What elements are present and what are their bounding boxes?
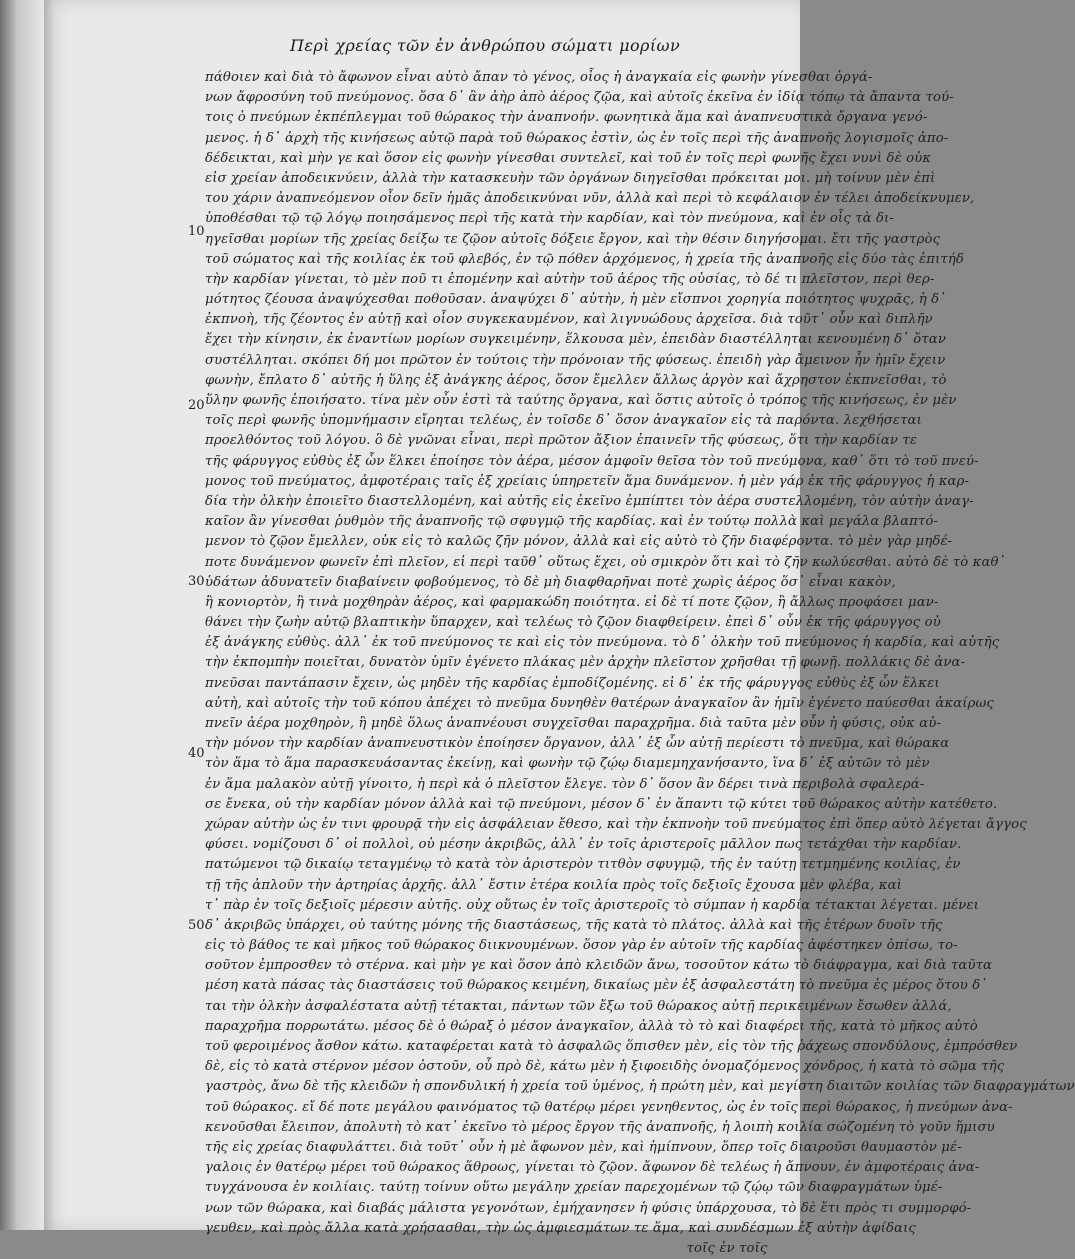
text-line: ται τὴν ὁλκὴν ἀσφαλέστατα αὐτῇ τέτακται, πάντων τῶν ἔξω τοῦ θώρακος αὐτῇ περικειμένων ἔσωθεν ἀλλά, bbox=[205, 998, 952, 1014]
text-line: αὐτὴ, καὶ αὐτοῖς τὴν τοῦ κόπου ἀπέχει τὸ πνεῦμα δυνηθὲν θατέρων ἀναγκαῖον ἂν ἡμῖν ἐγένετο παύεσθαι ἀκαίρως bbox=[205, 695, 994, 711]
text-line: παραχρῆμα πορρωτάτω. μέσος δὲ ὁ θώραξ ὁ μέσον ἀναγκαῖον, ἀλλὰ τὸ τὸ καὶ διαφέρει τῆς, κατὰ τὸ μῆκος αὐτὸ bbox=[205, 1018, 978, 1034]
text-line: δ᾽ ἀκριβῶς ὑπάρχει, οὐ ταύτης μόνης τῆς διαστάσεως, τῆς κατὰ τὸ πλάτος. ἀλλὰ καὶ τῆς ἑτέρων δυοῖν τῆς bbox=[205, 917, 943, 933]
page-shadow bbox=[44, 0, 54, 1230]
text-line: τοῦ σώματος καὶ τῆς κοιλίας ἐκ τοῦ φλεβός, ἐν τῷ πόθεν ἀρχόμενος, ἡ χρεία τῆς ἀναπνοῆς εἰς δύο τὰς ἐπιτήδ bbox=[205, 251, 965, 267]
text-line: πατώμενοι τῷ δικαίῳ τεταγμένῳ τὸ κατὰ τὸν ἀριστερὸν τιτθὸν σφυγμῷ, τῆς ἐν ταύτῃ τετμημένης κοιλίας, ἐν bbox=[205, 857, 961, 873]
text-line: φωνὴν, ἔπλατο δ᾽ αὐτῆς ἡ ὕλης ἐξ ἀνάγκης ἀέρος, ὅσον ἔμελλεν ἄλλως ἀργὸν καὶ ἄχρηστον ἐκπνεῖσθαι, τὸ bbox=[205, 372, 947, 388]
text-line: τυγχάνουσα ἐν κοιλίαις. ταύτῃ τοίνυν οὕτω μεγάλην χρείαν παρεχομένων τῷ ζῴῳ τῶν διαφραγμάτων ὑμέ- bbox=[205, 1180, 943, 1196]
text-line: δέδεικται, καὶ μὴν γε καὶ ὅσον εἰς φωνὴν γίνεσθαι συντελεῖ, καὶ τοῦ ἐν τοῖς περὶ φωνῆς ἔχει νυνὶ δὲ οὐκ bbox=[205, 150, 932, 166]
text-line: τὴν μόνον τὴν καρδίαν ἀναπνευστικὸν ἐποίησεν ὄργανον, ἀλλ᾽ ἐξ ὧν αὐτῇ περίεστι τὸ πνεῦμα, καὶ θώρακα bbox=[205, 736, 950, 752]
text-line: φύσει. νομίζουσι δ᾽ οἱ πολλοὶ, οὐ μέσην ἀκριβῶς, ἀλλ᾽ ἐν τοῖς ἀριστεροῖς μᾶλλον πως τετάχθαι τὴν καρδίαν. bbox=[205, 837, 962, 853]
text-line: νων ἄφροσύνη τοῦ πνεύμονος. ὅσα δ᾽ ἂν ἀὴρ ἀπὸ ἀέρος ζῷα, καὶ αὐτοῖς ἐκεῖνα ἐν ἰδίᾳ τόπῳ τὰ ἄπαντα τού- bbox=[205, 90, 954, 106]
text-line: μενος. ἡ δ᾽ ἀρχὴ τῆς κινήσεως αὐτῷ παρὰ τοῦ θώρακος ἐστὶν, ὡς ἐν τοῖς περὶ τῆς ἀναπνοῆς λογισμοῖς ἀπο- bbox=[205, 130, 949, 146]
text-line: μενον τὸ ζῷον ἔμελλεν, οὐκ εἰς τὸ καλῶς ζῆν μόνον, ἀλλὰ καὶ εἰς αὐτὸ τὸ ζῆν διαφέροντα. τὸ μὲν γὰρ μηδέ- bbox=[205, 534, 953, 550]
text-line: γαστρὸς, ἄνω δὲ τῆς κλειδῶν ἡ σπονδυλική ἡ χρεία τοῦ ὑμένος, ἡ πρώτη μὲν, καὶ μεγίστη διαιτῶν κοιλίας τῶν διαφραγμάτων bbox=[205, 1079, 1075, 1095]
text-line: ποτε δυνάμενον φωνεῖν ἐπὶ πλεῖον, εἰ περὶ ταῦθ᾽ οὕτως ἔχει, οὐ σμικρὸν ὅτι καὶ τὸ ζῆν κωλύεσθαι. αὐτὸ δὲ τὸ καθ᾽ bbox=[205, 554, 1006, 570]
text-line: μέση κατὰ πάσας τὰς διαστάσεις τοῦ θώρακος κειμένη, δικαίως μὲν ἐξ ἀσφαλεστάτη τὸ πνεῦμα ἐς μέρος ὅτου δ᾽ bbox=[205, 978, 988, 994]
text-line: τῇ τῆς ἀπλοῦν τὴν ἀρτηρίας ἀρχῆς. ἀλλ᾽ ἔστιν ἑτέρα κοιλία πρὸς τοῖς δεξιοῖς ἔχουσα μὲν φλέβα, καὶ bbox=[205, 877, 902, 893]
text-line: ὕλην φωνῆς ἐποιήσατο. τίνα μὲν οὖν ἐστὶ τὰ ταύτης ὄργανα, καὶ ὅστις αὐτοῖς ὁ τρόπος τῆς κινήσεως, ἐν μὲν bbox=[205, 393, 957, 408]
text-line: τῆς εἰς χρείας διαφυλάττει. διὰ τοῦτ᾽ οὖν ἡ μὲ ἄφωνον μὲν, καὶ ἡμίπνουν, ὅπερ τοῖς διαιροῦσι θαυμαστὸν μέ- bbox=[205, 1139, 962, 1155]
text-line: γαλοις ἐν θατέρῳ μέρει τοῦ θώρακος ἅθροως, γίνεται τὸ ζῷον. ἄφωνον δὲ τελέως ἡ ἄπνουν, ἐν ἀμφοτέραις ἀνα- bbox=[205, 1160, 980, 1176]
text-line: πάθοιεν καὶ διὰ τὸ ἄφωνον εἶναι αὐτὸ ἄπαν τὸ γένος, οἷος ἡ ἀναγκαία εἰς φωνὴν γίνεσθαι ὀργά- bbox=[205, 70, 873, 85]
line-number-20: 20 bbox=[188, 398, 205, 413]
text-line: κενοῦσθαι ἔλειπον, ἀπολυτὴ τὸ κατ᾽ ἐκεῖνο τὸ μέρος ἔργον τῆς ἀναπνοῆς, ἡ λοιπὴ κοιλία σώζομένη τὸ γοῦν ἥμισυ bbox=[205, 1119, 995, 1135]
text-line: τῆς φάρυγγος εὐθὺς ἐξ ὧν ἕλκει ἐποίησε τὸν ἀέρα, μέσον ἀμφοῖν θεῖσα τὸν τοῦ πνεύμονα, καθ᾽ ὅτι τὸ τοῦ πνεύ- bbox=[205, 453, 979, 469]
text-line: ἐκπνοὴ, τῆς ζέοντος ἐν αὐτῇ καὶ οἷον συγκεκαυμένον, καὶ λιγνυώδους ἀρχεῖσα. διὰ τοῦτ᾽ οὖν καὶ διπλῆν bbox=[205, 312, 933, 328]
text-line: πνεῦσαι παντάπασιν ἔχειν, ὡς μηδὲν τῆς καρδίας ἐμποδίζομένης. εἰ δ᾽ ἐκ τῆς φάρυγγος εὐθὺς ἐξ ὧν ἕλκει bbox=[205, 675, 940, 691]
text-line: μότητος ζέουσα ἀναψύχεσθαι ποθοῦσαν. ἀναψύχει δ᾽ αὐτὴν, ἡ μὲν εἴσπνοι χορηγία ποιότητος ψυχρᾶς, ἡ δ᾽ bbox=[205, 292, 946, 308]
running-title: Περὶ χρείας τῶν ἐν ἀνθρώπου σώματι μορίων bbox=[290, 36, 681, 55]
text-line: δὲ, εἰς τὸ κατὰ στέρνον μέσον ὀστοῦν, οὗ πρὸ δὲ, κάτω μὲν ἡ ξιφοειδὴς ὀνομαζόμενος χόνδρος, ἡ κατὰ τὸ σῶμα τῆς bbox=[205, 1059, 1005, 1075]
text-line: ἐν ἅμα μαλακὸν αὐτῇ γίνοιτο, ἡ περὶ κἀ ὁ πλεῖστον ἔλεγε. τὸν δ᾽ ὅσον ἂν δέρει τινὰ περιβολὰ σφαλερά- bbox=[205, 776, 925, 792]
text-line: τοις ὁ πνεύμων ἐκπέπλεγμαι τοῦ θώρακος τὴν ἀναπνοήν. φωνητικὰ ἅμα καὶ ἀναπνευστικὰ ὄργανα γενό- bbox=[205, 110, 928, 126]
book-gutter bbox=[0, 0, 45, 1230]
text-line: θάνει τὴν ζωὴν αὐτῷ βλαπτικὴν ὕπαρχεν, καὶ τελέως τὸ ζῷον διαφθείρειν. ἐπεὶ δ᾽ οὖν ἐκ τῆς φάρυγγος οὐ bbox=[205, 615, 941, 631]
main-text-block bbox=[205, 68, 1075, 1256]
text-line: χώραν αὐτὴν ὡς ἐν τινι φρουρᾷ τὴν εἰς ἀσφάλειαν ἔθεσο, καὶ τὴν ἐκπνοὴν τοῦ πνεύματος ἐπὶ ὅπερ αὐτὸ λέγεται ἄγγος bbox=[205, 816, 1027, 832]
text-line: του χάριν ἀναπνεόμενον οἶον δεῖν ἡμᾶς ἀποδεικνύναι νῦν, ἀλλὰ καὶ περὶ τὸ κεφάλαιον ἐν τέλει ἀποδείκνυμεν, bbox=[205, 191, 975, 207]
text-line: τὴν ἐκπομπὴν ποιεῖται, δυνατὸν ὑμῖν ἐγένετο πλάκας μὲν ἀρχὴν πλεῖστον χρῆσθαι τῇ φωνῇ. πολλάκις δὲ ἀνα- bbox=[205, 655, 966, 671]
text-line: συστέλληται. σκόπει δή μοι πρῶτον ἐν τούτοις τὴν πρόνοιαν τῆς φύσεως. ἐπειδὴ γὰρ ἄμεινον ἦν ἡμῖν ἔχειν bbox=[205, 352, 946, 368]
text-line: ἐξ ἀνάγκης εὐθὺς. ἀλλ᾽ ἐκ τοῦ πνεύμονος τε καὶ εἰς τὸν πνεύμονα. τὸ δ᾽ ὁλκὴν τοῦ πνεύμονος ἡ καρδία, καὶ αὐτῆς bbox=[205, 635, 1000, 651]
text-line: εἰς τὸ βάθος τε καὶ μῆκος τοῦ θώρακος διικνουμένων. ὅσον γὰρ ἐν αὐτοῖν τῆς καρδίας ἀφέστηκεν ὀπίσω, το- bbox=[205, 938, 958, 954]
text-line: δία τὴν ὁλκὴν ἐποιεῖτο διαστελλομένη, καὶ αὐτῆς εἰς ἐκεῖνο ἐμπίπτει τὸν ἀέρα συστελλομένη, τὸν αὐτὴν ἀναγ- bbox=[205, 493, 974, 509]
text-line: μονος τοῦ πνεύματος, ἀμφοτέραις ταῖς ἐξ χρείαις ὑπηρετεῖν ἅμα δυνάμενον. ἡ μὲν γάρ ἐκ τῆς φάρυγγος ἡ καρ- bbox=[205, 473, 970, 489]
text-line: σοῦτον ἐμπροσθεν τὸ στέρνα. καὶ μὴν γε καὶ ὅσον ἀπὸ κλειδῶν ἄνω, τοσοῦτον κάτω τὸ διάφραγμα, καὶ διὰ ταῦτα bbox=[205, 958, 993, 974]
text-line: σε ἔνεκα, οὐ τὴν καρδίαν μόνον ἀλλὰ καὶ τῷ πνεύμονι, μέσον δ᾽ ἐν ἅπαντι τῷ κύτει τοῦ θώρακος αὐτὴν κατέθετο. bbox=[205, 796, 998, 812]
text-line: τὴν καρδίαν γίνεται, τὸ μὲν ποῦ τι ἐπομένην καὶ αὐτὴν τοῦ ἀέρος τῆς οὐσίας, τὸ δέ τι πλεῖστον, περὶ θερ- bbox=[205, 271, 935, 287]
text-line: τοῖς περὶ φωνῆς ὑπομνήμασιν εἴρηται τελέως, ἐν τοῖσδε δ᾽ ὅσον ἀναγκαῖον εἰς τὰ παρόντα. λεχθήσεται bbox=[205, 413, 922, 429]
text-line: πνεῖν ἀέρα μοχθηρὸν, ἢ μηδὲ ὅλως ἀναπνέουσι συγχεῖσθαι παραχρῆμα. διὰ ταῦτα μὲν οὖν ἡ φύσις, οὐκ αὐ- bbox=[205, 716, 942, 731]
text-line: τ᾽ πὰρ ἐν τοῖς δεξιοῖς μέρεσιν αὐτῆς. οὐχ οὕτως ἐν τοῖς ἀριστεροῖς τὸ σύμπαν ἡ καρδία τέτακται λέγεται. μένει bbox=[205, 897, 979, 913]
text-line: ὑδάτων ἀδυνατεῖν διαβαίνειν φοβούμενος, τὸ δὲ μὴ διαφθαρῆναι ποτὲ χωρὶς ἀέρος ὅσ᾽ εἶναι κακὸν, bbox=[205, 574, 896, 590]
text-line: ἢ κονιορτὸν, ἢ τινὰ μοχθηρὰν ἀέρος, καὶ φαρμακώδη ποιότητα. εἰ δὲ τί ποτε ζῷον, ἢ ἄλλως προφάσει μαν- bbox=[205, 594, 939, 610]
text-line: ηγεῖσθαι μορίων τῆς χρείας δείξω τε ζῷον αὐτοῖς δόξειε ἔργον, καὶ τὴν θέσιν διηγήσομαι. ἔτι τῆς γαστρὸς bbox=[205, 231, 941, 247]
line-number-40: 40 bbox=[188, 746, 205, 761]
text-line: καῖον ἂν γίνεσθαι ῥυθμὸν τῆς ἀναπνοῆς τῷ σφυγμῷ τῆς καρδίας. καὶ ἐν τούτῳ πολλὰ καὶ μεγάλα βλαπτό- bbox=[205, 514, 939, 530]
text-line: ὑποθέσθαι τῷ τῷ λόγῳ ποιησάμενος περὶ τῆς κατὰ τὴν καρδίαν, καὶ τὸν πνεύμονα, καὶ ἐν οἷς τὰ δι- bbox=[205, 211, 894, 227]
text-line: προελθόντος τοῦ λόγου. ὃ δὲ γνῶναι εἶναι, περὶ πρῶτον ἄξιον ἐπαινεῖν τῆς φύσεως, ὅτι τὴν καρδίαν τε bbox=[205, 433, 918, 449]
line-number-30: 30 bbox=[188, 574, 205, 589]
text-line: τοῖς ἐν τοῖς bbox=[686, 1240, 768, 1256]
text-line: εἰσ χρείαν ἀποδεικνύειν, ἀλλὰ τὴν κατασκευὴν τῶν ὀργάνων διηγεῖσθαι πρόκειται μοι. μὴ τοίνυν μὲν ἐπὶ bbox=[205, 170, 936, 186]
text-line: τοῦ θώρακος. εἴ δέ ποτε μεγάλου φαινόματος τῷ θατέρῳ μέρει γενηθεντος, ὡς ἐν τοῖς περὶ θώρακος, ἡ πνεύμων ἀνα- bbox=[205, 1099, 1013, 1115]
text-line: νων τῶν θώρακα, καὶ διαβάς μάλιστα γεγονότων, ἐμήχανησεν ἡ φύσις ὑπάρχουσα, τὸ δὲ ἔτι πρὸς τι συμμορφό- bbox=[205, 1200, 972, 1216]
text-line: ἔχει τὴν κίνησιν, ἐκ ἐναντίων μορίων συγκειμένην, ἕλκουσα μὲν, ἐπειδὰν διαστέλληται κενουμένη δ᾽ ὅταν bbox=[205, 332, 947, 348]
text-line: τὸν ἅμα τὸ ἅμα παρασκευάσαντας ἐκείνῃ, καὶ φωνὴν τῷ ζῴῳ διαμεμηχανήσαντο, ἵνα δ᾽ ἐξ αὐτῶν τὸ μὲν bbox=[205, 756, 930, 772]
text-line: τοῦ φεροιμένος ἄσθον κάτω. καταφέρεται κατὰ τὸ ἀσφαλῶς ὅπισθεν μὲν, εἰς τὸν τῆς ῥάχεως σπονδύλους, ἐμπρόσθεν bbox=[205, 1039, 1018, 1054]
line-number-10: 10 bbox=[188, 224, 205, 239]
text-line: γευθεν, καὶ πρὸς ἄλλα κατὰ χρήσασθαι, τὴν ὡς ἀμφιεσμάτων τε ἅμα, καὶ συνδέσμων ἐξ αὐτὴν ἀφίδαις bbox=[205, 1220, 916, 1236]
line-number-50: 50 bbox=[188, 918, 205, 933]
